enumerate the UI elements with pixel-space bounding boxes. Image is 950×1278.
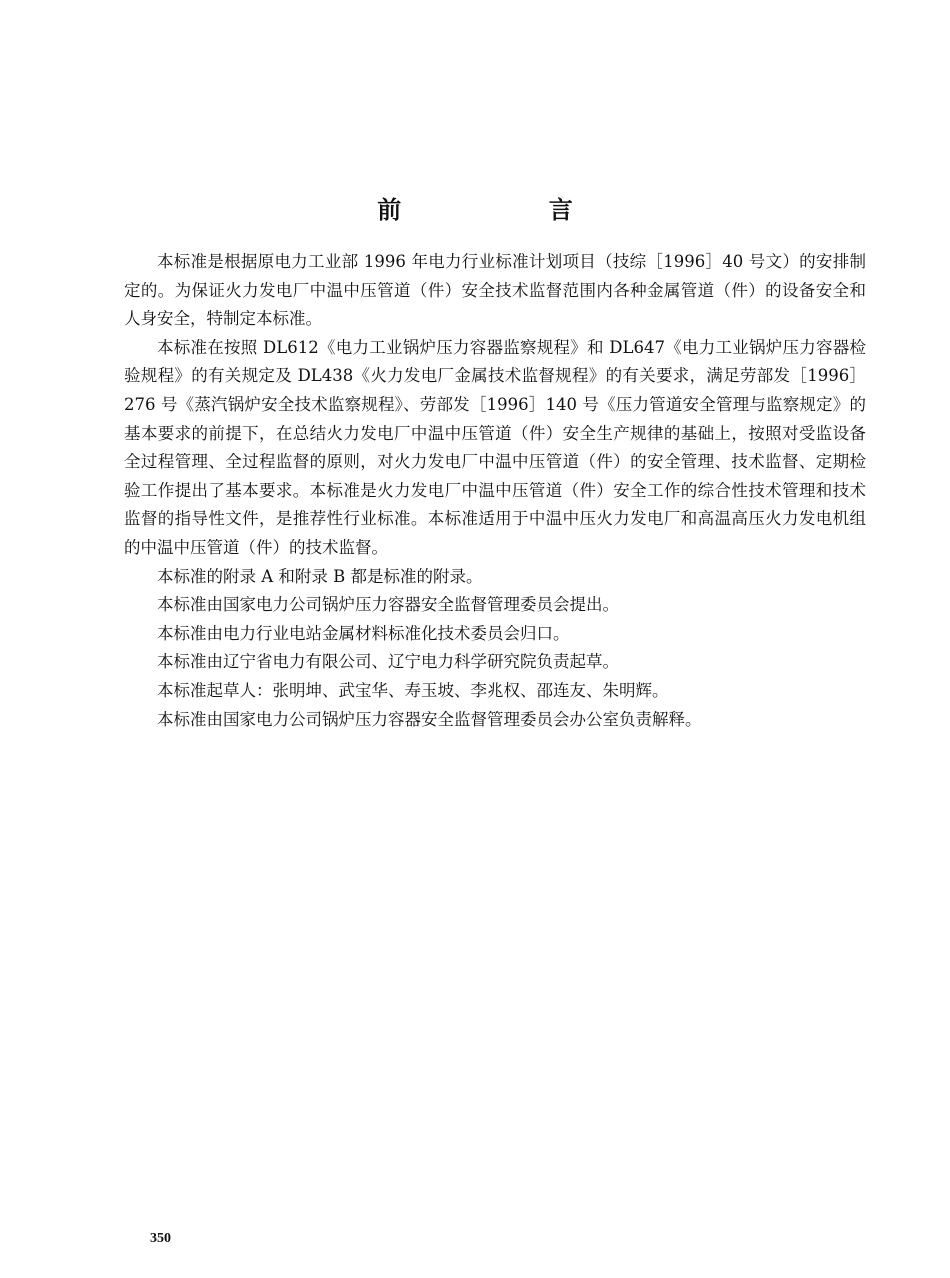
paragraph: 本标准起草人：张明坤、武宝华、寿玉坡、李兆权、邵连友、朱明辉。 <box>157 680 669 700</box>
paragraph: 本标准由电力行业电站金属材料标准化技术委员会归口。 <box>157 623 570 643</box>
paragraph: 本标准由国家电力公司锅炉压力容器安全监督管理委员会提出。 <box>157 595 619 615</box>
paragraph: 本标准是根据原电力工业部 1996 年电力行业标准计划项目（技综［1996］40 号文）的安排制定的。为保证火力发电厂中温中压管道（件）安全技术监督范围内各种金属管道（件）的设备安全和人身安全，特制定本标准。 <box>124 252 866 329</box>
paragraph: 本标准的附录 A 和附录 B 都是标准的附录。 <box>157 566 483 586</box>
paragraph: 本标准在按照 DL612《电力工业锅炉压力容器监察规程》和 DL647《电力工业锅炉压力容器检验规程》的有关规定及 DL438《火力发电厂金属技术监督规程》的有关要求，满足劳部发［1996］276 号《蒸汽锅炉安全技术监察规程》、劳部发［1996］140 号《压力管道安全管理与监察规定》的基本要求的前提下，在总结火力发电厂中温中压管道（件）安全生产规律的基础上，按照对受监设备全过程管理、全过程监督的原则，对火力发电厂中温中压管道（件）的安全管理、技术监督、定期检验工作提出了基本要求。本标准是火力发电厂中温中压管道（件）安全工作的综合性技术管理和技术监督的指导性文件，是推荐性行业标准。本标准适用于中温中压火力发电厂和高温高压火力发电机组的中温中压管道（件）的技术监督。 <box>124 337 866 557</box>
page-number: 350 <box>150 1231 171 1246</box>
page-title: 前 言 <box>377 196 643 225</box>
paragraph: 本标准由辽宁省电力有限公司、辽宁电力科学研究院负责起草。 <box>157 652 619 672</box>
foreword-body <box>124 248 866 734</box>
paragraph: 本标准由国家电力公司锅炉压力容器安全监督管理委员会办公室负责解释。 <box>157 709 702 729</box>
